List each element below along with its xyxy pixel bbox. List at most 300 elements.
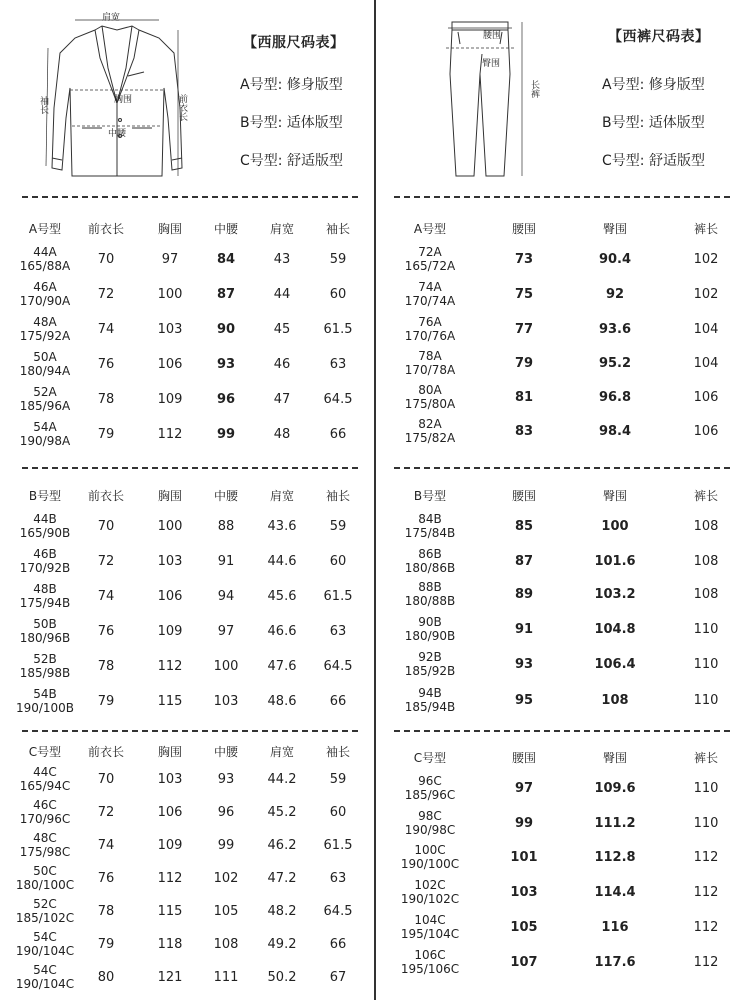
size-height: 185/94B	[404, 700, 456, 714]
value-cell: 60	[329, 554, 347, 569]
column-header: 前衣长	[87, 489, 125, 503]
value-cell: 109	[157, 392, 183, 407]
size-height: 180/86B	[404, 561, 456, 575]
size-height: 185/92B	[404, 664, 456, 678]
size-code: 98C	[418, 809, 442, 823]
value-cell: 63	[329, 624, 347, 639]
size-code: 50C	[33, 864, 57, 878]
value-cell: 108	[693, 519, 719, 534]
size-code: 52A	[33, 385, 57, 399]
value-cell: 114.4	[594, 885, 636, 900]
size-code: 102C	[414, 878, 446, 892]
size-height: 165/94C	[19, 779, 71, 793]
diagram-label-trouser-length: 长裤	[529, 80, 539, 98]
size-code: 44C	[33, 765, 57, 779]
value-cell: 43	[273, 252, 291, 267]
value-cell: 79	[97, 427, 115, 442]
value-cell: 47.6	[267, 659, 297, 674]
trousers-fit-a: A号型: 修身版型	[602, 77, 705, 93]
size-cell	[16, 687, 74, 715]
column-header: A号型	[28, 222, 62, 236]
size-cell	[20, 652, 70, 680]
value-cell: 96	[216, 392, 236, 407]
value-cell: 106	[157, 357, 183, 372]
size-code: 54B	[33, 687, 57, 701]
value-cell: 80	[97, 970, 115, 985]
value-cell: 77	[514, 322, 534, 337]
size-code: 48C	[33, 831, 57, 845]
size-height: 175/94B	[19, 596, 71, 610]
size-cell	[405, 512, 455, 540]
value-cell: 46	[273, 357, 291, 372]
size-code: 44B	[33, 512, 57, 526]
value-cell: 98.4	[598, 424, 632, 439]
column-header: 中腰	[213, 489, 239, 503]
value-cell: 95	[514, 693, 534, 708]
column-header: A号型	[413, 222, 447, 236]
value-cell: 104	[693, 356, 719, 371]
value-cell: 44	[273, 287, 291, 302]
value-cell: 61.5	[323, 838, 353, 853]
value-cell: 91	[514, 622, 534, 637]
size-code: 82A	[418, 417, 442, 431]
column-header: 裤长	[693, 489, 719, 503]
value-cell: 83	[514, 424, 534, 439]
column-header: 裤长	[693, 751, 719, 765]
value-cell: 115	[157, 904, 183, 919]
value-cell: 102	[693, 287, 719, 302]
value-cell: 102	[693, 252, 719, 267]
size-cell	[20, 315, 70, 343]
value-cell: 105	[213, 904, 239, 919]
size-height: 175/82A	[404, 431, 456, 445]
divider	[22, 196, 358, 198]
value-cell: 61.5	[323, 589, 353, 604]
size-height: 190/102C	[400, 892, 460, 906]
value-cell: 76	[97, 357, 115, 372]
size-height: 190/104C	[15, 944, 75, 958]
size-cell	[401, 913, 459, 941]
size-cell	[401, 878, 459, 906]
column-header: 腰围	[511, 751, 537, 765]
value-cell: 99	[216, 427, 236, 442]
size-code: 92B	[418, 650, 442, 664]
value-cell: 103	[157, 322, 183, 337]
column-header: 前衣长	[87, 745, 125, 759]
size-code: 90B	[418, 615, 442, 629]
diagram-label-front-length: 前衣长	[177, 94, 187, 121]
size-cell	[20, 765, 71, 793]
size-height: 175/92A	[19, 329, 71, 343]
size-code: 76A	[418, 315, 442, 329]
value-cell: 49.2	[267, 937, 297, 952]
column-header: 袖长	[325, 222, 351, 236]
size-code: 78A	[418, 349, 442, 363]
value-cell: 45.6	[267, 589, 297, 604]
value-cell: 112	[693, 850, 719, 865]
value-cell: 66	[329, 694, 347, 709]
value-cell: 93	[514, 657, 534, 672]
size-height: 190/104C	[15, 977, 75, 991]
diagram-label-trouser-waist: 腰围	[483, 31, 502, 41]
value-cell: 45	[273, 322, 291, 337]
value-cell: 64.5	[323, 659, 353, 674]
value-cell: 47	[273, 392, 291, 407]
size-height: 190/98A	[19, 434, 71, 448]
size-height: 180/100C	[15, 878, 75, 892]
size-height: 180/94A	[19, 364, 71, 378]
value-cell: 112	[693, 920, 719, 935]
value-cell: 44.2	[267, 772, 297, 787]
value-cell: 112	[157, 871, 183, 886]
jacket-fit-a: A号型: 修身版型	[240, 77, 343, 93]
value-cell: 96	[217, 805, 235, 820]
value-cell: 101.6	[594, 554, 636, 569]
size-height: 165/90B	[19, 526, 71, 540]
value-cell: 47.2	[267, 871, 297, 886]
diagram-label-shoulder: 肩宽	[102, 13, 121, 23]
size-cell	[405, 245, 455, 273]
value-cell: 74	[97, 322, 115, 337]
column-header: 胸围	[157, 222, 183, 236]
value-cell: 111	[213, 970, 239, 985]
value-cell: 43.6	[267, 519, 297, 534]
column-header: 肩宽	[269, 745, 295, 759]
value-cell: 112	[157, 427, 183, 442]
value-cell: 97	[161, 252, 179, 267]
value-cell: 106	[693, 390, 719, 405]
size-cell	[16, 930, 74, 958]
column-header: B号型	[28, 489, 62, 503]
column-header: C号型	[28, 745, 62, 759]
size-height: 180/90B	[404, 629, 456, 643]
value-cell: 76	[97, 871, 115, 886]
value-cell: 64.5	[323, 904, 353, 919]
size-height: 170/96C	[19, 812, 71, 826]
value-cell: 109	[157, 838, 183, 853]
value-cell: 70	[97, 252, 115, 267]
value-cell: 106	[157, 805, 183, 820]
size-cell	[16, 897, 74, 925]
size-code: 46C	[33, 798, 57, 812]
value-cell: 60	[329, 805, 347, 820]
value-cell: 70	[97, 519, 115, 534]
value-cell: 115	[157, 694, 183, 709]
trousers-fit-c: C号型: 舒适版型	[602, 153, 705, 169]
value-cell: 66	[329, 937, 347, 952]
value-cell: 118	[157, 937, 183, 952]
column-header: 胸围	[157, 489, 183, 503]
size-cell	[405, 547, 455, 575]
size-code: 86B	[418, 547, 442, 561]
size-height: 175/98C	[19, 845, 71, 859]
size-cell	[405, 686, 455, 714]
value-cell: 48.6	[267, 694, 297, 709]
jacket-fit-b: B号型: 适体版型	[240, 115, 343, 131]
value-cell: 91	[217, 554, 235, 569]
value-cell: 117.6	[594, 955, 636, 970]
value-cell: 93	[217, 772, 235, 787]
size-code: 54A	[33, 420, 57, 434]
value-cell: 112.8	[594, 850, 636, 865]
size-code: 80A	[418, 383, 442, 397]
value-cell: 97	[217, 624, 235, 639]
size-cell	[20, 280, 70, 308]
value-cell: 61.5	[323, 322, 353, 337]
value-cell: 72	[97, 554, 115, 569]
value-cell: 81	[514, 390, 534, 405]
value-cell: 89	[514, 587, 534, 602]
size-height: 190/100C	[400, 857, 460, 871]
value-cell: 79	[514, 356, 534, 371]
size-height: 190/100B	[15, 701, 75, 715]
size-cell	[20, 617, 70, 645]
size-code: 72A	[418, 245, 442, 259]
value-cell: 93.6	[598, 322, 632, 337]
size-height: 170/76A	[404, 329, 456, 343]
size-height: 195/106C	[400, 962, 460, 976]
trousers-title: 【西裤尺码表】	[608, 29, 710, 45]
value-cell: 67	[329, 970, 347, 985]
value-cell: 72	[97, 805, 115, 820]
value-cell: 90.4	[598, 252, 632, 267]
value-cell: 107	[510, 955, 538, 970]
value-cell: 78	[97, 659, 115, 674]
size-code: 104C	[414, 913, 446, 927]
value-cell: 46.2	[267, 838, 297, 853]
value-cell: 59	[329, 772, 347, 787]
size-code: 48B	[33, 582, 57, 596]
value-cell: 99	[514, 816, 534, 831]
size-cell	[401, 948, 459, 976]
value-cell: 109	[157, 624, 183, 639]
size-code: 94B	[418, 686, 442, 700]
diagram-label-waist: 中腰	[108, 129, 127, 139]
size-code: 54C	[33, 963, 57, 977]
value-cell: 104	[693, 322, 719, 337]
size-height: 170/92B	[19, 561, 71, 575]
size-cell	[405, 615, 455, 643]
size-cell	[20, 798, 71, 826]
size-code: 74A	[418, 280, 442, 294]
value-cell: 100	[601, 519, 629, 534]
value-cell: 110	[693, 693, 719, 708]
size-cell	[20, 245, 70, 273]
size-cell	[16, 864, 74, 892]
value-cell: 121	[157, 970, 183, 985]
size-cell	[401, 843, 459, 871]
value-cell: 110	[693, 781, 719, 796]
size-height: 185/102C	[15, 911, 75, 925]
value-cell: 110	[693, 816, 719, 831]
divider	[394, 196, 730, 198]
size-code: 96C	[418, 774, 442, 788]
size-height: 185/96C	[404, 788, 456, 802]
value-cell: 59	[329, 252, 347, 267]
size-cell	[405, 349, 455, 377]
value-cell: 108	[213, 937, 239, 952]
value-cell: 87	[514, 554, 534, 569]
value-cell: 94	[217, 589, 235, 604]
diagram-label-chest: 胸围	[114, 95, 133, 105]
value-cell: 103.2	[594, 587, 636, 602]
size-code: 106C	[414, 948, 446, 962]
value-cell: 88	[217, 519, 235, 534]
value-cell: 112	[693, 885, 719, 900]
size-code: 54C	[33, 930, 57, 944]
size-cell	[20, 547, 70, 575]
value-cell: 116	[601, 920, 629, 935]
value-cell: 84	[216, 252, 236, 267]
value-cell: 108	[693, 554, 719, 569]
value-cell: 44.6	[267, 554, 297, 569]
size-height: 170/74A	[404, 294, 456, 308]
value-cell: 112	[693, 955, 719, 970]
column-header: B号型	[413, 489, 447, 503]
value-cell: 76	[97, 624, 115, 639]
value-cell: 103	[510, 885, 538, 900]
column-header: 臀围	[602, 489, 628, 503]
size-code: 100C	[414, 843, 446, 857]
size-height: 165/88A	[19, 259, 71, 273]
value-cell: 106	[693, 424, 719, 439]
value-cell: 99	[217, 838, 235, 853]
value-cell: 48	[273, 427, 291, 442]
size-cell	[405, 417, 455, 445]
value-cell: 63	[329, 871, 347, 886]
size-height: 185/98B	[19, 666, 71, 680]
size-cell	[20, 385, 70, 413]
size-code: 46B	[33, 547, 57, 561]
column-header: 袖长	[325, 745, 351, 759]
value-cell: 46.6	[267, 624, 297, 639]
diagram-label-sleeve: 袖长	[38, 96, 48, 114]
value-cell: 100	[213, 659, 239, 674]
value-cell: 106.4	[594, 657, 636, 672]
value-cell: 108	[693, 587, 719, 602]
column-header: 肩宽	[269, 222, 295, 236]
value-cell: 100	[157, 519, 183, 534]
size-cell	[20, 420, 70, 448]
value-cell: 78	[97, 904, 115, 919]
value-cell: 79	[97, 937, 115, 952]
size-height: 180/96B	[19, 631, 71, 645]
value-cell: 92	[605, 287, 625, 302]
size-height: 180/88B	[404, 594, 456, 608]
value-cell: 100	[157, 287, 183, 302]
value-cell: 79	[97, 694, 115, 709]
size-cell	[405, 809, 456, 837]
value-cell: 74	[97, 838, 115, 853]
size-height: 165/72A	[404, 259, 456, 273]
size-cell	[16, 963, 74, 991]
value-cell: 70	[97, 772, 115, 787]
divider	[22, 730, 358, 732]
size-cell	[405, 383, 455, 411]
value-cell: 73	[514, 252, 534, 267]
value-cell: 90	[216, 322, 236, 337]
size-cell	[405, 315, 455, 343]
column-header: 袖长	[325, 489, 351, 503]
column-header: 腰围	[511, 489, 537, 503]
trousers-fit-b: B号型: 适体版型	[602, 115, 705, 131]
value-cell: 95.2	[598, 356, 632, 371]
value-cell: 111.2	[594, 816, 636, 831]
size-code: 46A	[33, 280, 57, 294]
column-header: 胸围	[157, 745, 183, 759]
value-cell: 105	[510, 920, 538, 935]
value-cell: 74	[97, 589, 115, 604]
column-header: 腰围	[511, 222, 537, 236]
value-cell: 87	[216, 287, 236, 302]
value-cell: 109.6	[594, 781, 636, 796]
value-cell: 102	[213, 871, 239, 886]
column-header: 臀围	[602, 222, 628, 236]
value-cell: 78	[97, 392, 115, 407]
column-header: 裤长	[693, 222, 719, 236]
column-header: 臀围	[602, 751, 628, 765]
size-code: 88B	[418, 580, 442, 594]
value-cell: 96.8	[598, 390, 632, 405]
value-cell: 50.2	[267, 970, 297, 985]
size-height: 170/78A	[404, 363, 456, 377]
value-cell: 103	[213, 694, 239, 709]
size-height: 185/96A	[19, 399, 71, 413]
column-header: 中腰	[213, 222, 239, 236]
diagram-label-hip: 臀围	[482, 59, 501, 69]
size-cell	[20, 582, 70, 610]
size-height: 195/104C	[400, 927, 460, 941]
value-cell: 66	[329, 427, 347, 442]
value-cell: 72	[97, 287, 115, 302]
value-cell: 59	[329, 519, 347, 534]
divider	[22, 467, 358, 469]
divider	[394, 730, 730, 732]
value-cell: 45.2	[267, 805, 297, 820]
size-height: 190/98C	[404, 823, 456, 837]
value-cell: 85	[514, 519, 534, 534]
jacket-fit-c: C号型: 舒适版型	[240, 153, 343, 169]
size-height: 175/84B	[404, 526, 456, 540]
value-cell: 106	[157, 589, 183, 604]
size-code: 48A	[33, 315, 57, 329]
value-cell: 48.2	[267, 904, 297, 919]
size-cell	[20, 831, 71, 859]
value-cell: 97	[514, 781, 534, 796]
value-cell: 103	[157, 554, 183, 569]
size-cell	[20, 350, 70, 378]
size-code: 52B	[33, 652, 57, 666]
value-cell: 64.5	[323, 392, 353, 407]
size-height: 170/90A	[19, 294, 71, 308]
size-height: 175/80A	[404, 397, 456, 411]
column-header: 中腰	[213, 745, 239, 759]
column-header: C号型	[413, 751, 447, 765]
size-code: 84B	[418, 512, 442, 526]
size-code: 50A	[33, 350, 57, 364]
size-code: 44A	[33, 245, 57, 259]
value-cell: 110	[693, 657, 719, 672]
value-cell: 104.8	[594, 622, 636, 637]
value-cell: 63	[329, 357, 347, 372]
value-cell: 103	[157, 772, 183, 787]
divider	[394, 467, 730, 469]
size-cell	[405, 280, 455, 308]
value-cell: 110	[693, 622, 719, 637]
value-cell: 75	[514, 287, 534, 302]
center-divider	[374, 0, 376, 1000]
value-cell: 101	[510, 850, 538, 865]
